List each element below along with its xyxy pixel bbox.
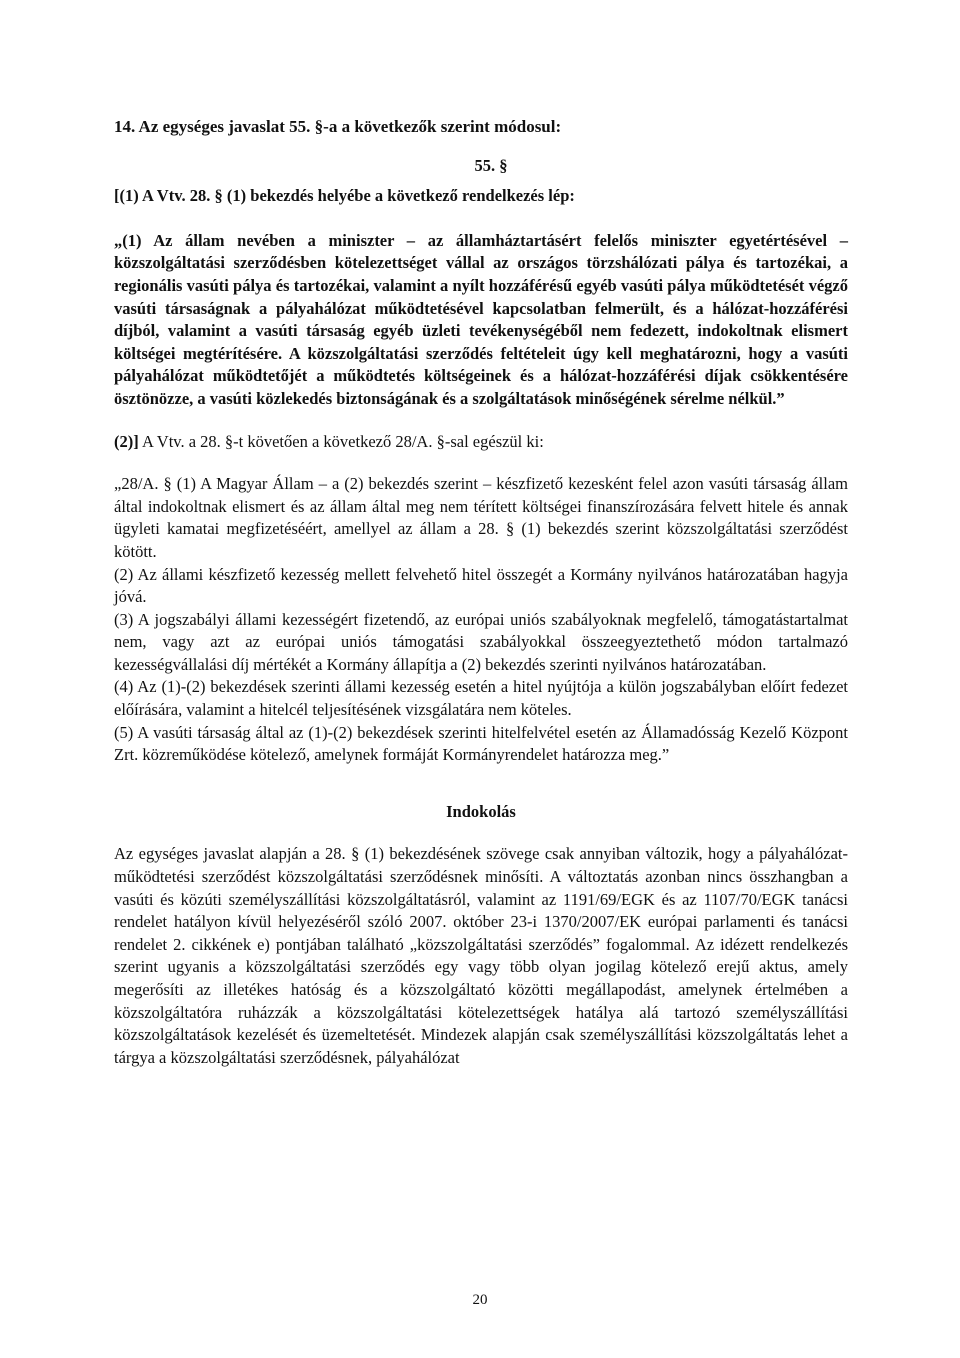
paragraph-2-text: A Vtv. a 28. §-t követően a következő 28/A. §-sal egészül ki: <box>138 431 544 451</box>
amendment-intro: [(1) A Vtv. 28. § (1) bekezdés helyébe a következő rendelkezés lép: <box>114 186 575 206</box>
paragraph-2 <box>114 431 848 454</box>
justification-title: Indokolás <box>446 801 516 821</box>
section-28a-paragraph-4: (4) Az (1)-(2) bekezdések szerinti állami kezesség esetén a hitel nyújtója a külön jogszabályban előírt fedezet előírására, valamint a hitelcél teljesítésének vizsgálatára nem köteles. <box>114 677 848 720</box>
section-28a-paragraph-3: (3) A jogszabályi állami kezességért fizetendő, az európai uniós szabályoknak megfelelő, támogatástartalmat nem, vagy azt az európai uniós támogatási szabályokkal összeegyeztethető módon tartalmazó kezességvállalási díj mértékét a Kormány állapítja a (2) bekezdés szerinti nyilvános határozatában. <box>114 609 848 674</box>
section-28a-paragraph-2: (2) Az állami készfizető kezesség mellett felvehető hitel összegét a Kormány nyilvános határozatában hagyja jóvá. <box>114 564 848 607</box>
amendment-text: „(1) Az állam nevében a miniszter – az államháztartásért felelős miniszter egyetértésével – közszolgáltatási szerződésben kötelezettséget vállal az országos törzshálózati pálya és tartozékai, a regionális vasúti pálya és tartozékai, valamint a nyílt hozzáférésű egyéb vasúti pálya működtetését végző vasúti társaságnak a pályahálózat működtetésével kapcsolatban felmerült, és a hálózat-hozzáférési díjból, valamint a vasúti társaság egyéb üzleti tevékenységéből nem fedezett, indokoltnak elismert költségei megtérítésére. A közszolgáltatási szerződés feltételeit úgy kell meghatározni, hogy a vasúti pályahálózat működtetőjét a működtetés költségeinek és a hálózat-hozzáférési díjak csökkentésére ösztönözze, a vasúti közlekedés biztonságának és a szolgáltatások minőségének sérelme nélkül.” <box>114 230 848 408</box>
amendment-heading: 14. Az egységes javaslat 55. §-a a következők szerint módosul: <box>114 117 562 136</box>
section-28a-paragraph-1: „28/A. § (1) A Magyar Állam – a (2) bekezdés szerint – készfizető kezesként felel azon vasúti társaság állam által indokoltnak elismert és az állam által meg nem térített költségei finanszírozására felvett hitele és annak ügyleti kamatai megfizetéséért, amellyel az állam a 28. § (1) bekezdés szerint közszolgáltatási szerződést kötött. <box>114 474 848 561</box>
page-number: 20 <box>472 1292 488 1308</box>
justification-text: Az egységes javaslat alapján a 28. § (1) bekezdésének szövege csak annyiban változik, hogy a pályahálózat-működtetési szerződést közszolgáltatási szerződésnek minősíti. A változtatás azonban nincs összhangban a vasúti és közúti személyszállítási közszolgáltatásról, valamint az 1191/69/EGK és az 1107/70/EGK tanácsi rendelet hatályon kívül helyezéséről szóló 2007. október 23-i 1370/2007/EK európai parlamenti és tanácsi rendelet 2. cikkének e) pontjában található „közszolgáltatási szerződés” fogalommal. Az idézett rendelkezés szerint ugyanis a közszolgáltatási szerződés egy vagy több olyan jogilag kötelező erejű aktus, amely megerősíti az illetékes hatóság és a közszolgáltató közötti megállapodást, amelynek értelmében a közszolgáltatóra ruházzák a közszolgáltatási kötelezettségek hatálya alá tartozó személyszállítási közszolgáltatások kezelését és üzemeltetését. Mindezek alapján csak személyszállítási közszolgáltatás lehet a tárgya a közszolgáltatási szerződésnek, pályahálózat <box>114 844 848 1067</box>
section-28a-paragraph-5: (5) A vasúti társaság által az (1)-(2) bekezdések szerinti hitelfelvétel esetén az Államadósság Kezelő Központ Zrt. közreműködése kötelező, amelynek formáját Kormányrendelet határozza meg.” <box>114 722 848 765</box>
section-number: 55. § <box>474 155 508 175</box>
paragraph-2-number: (2)] <box>114 431 139 451</box>
document-page <box>114 116 848 1069</box>
